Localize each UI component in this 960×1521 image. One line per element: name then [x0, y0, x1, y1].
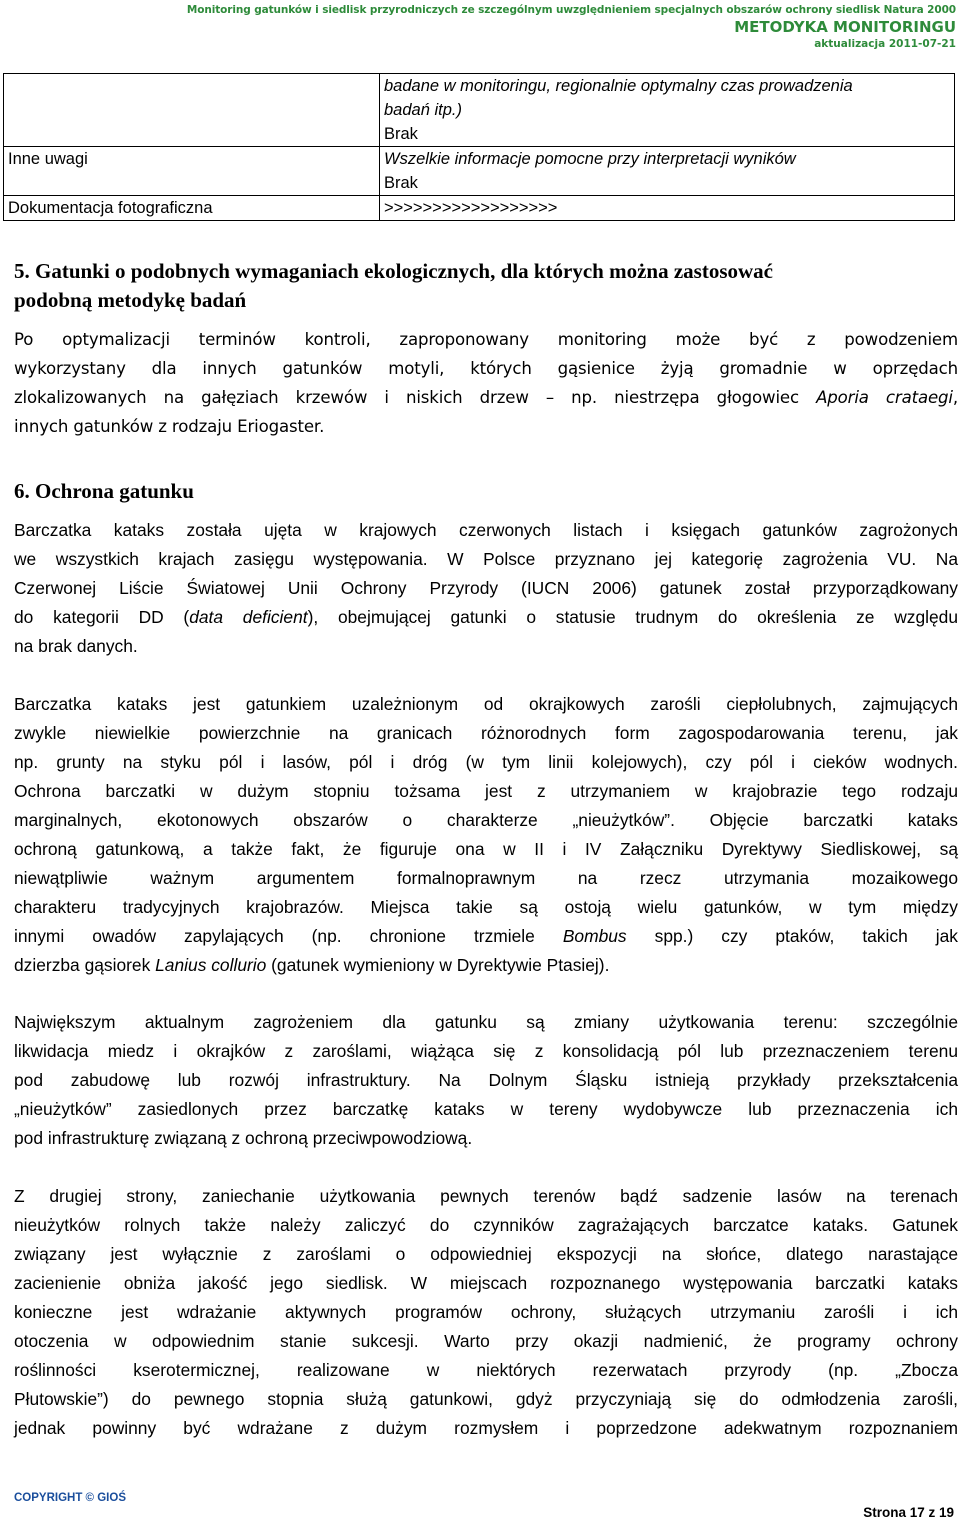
- copyright: COPYRIGHT © GIOŚ: [14, 1492, 126, 1504]
- text-line: np. grunty na styku pól i lasów, pól i dróg (w tym linii kolejowych), czy pól i cieków wodnych.: [14, 752, 958, 772]
- text-line: ochroną gatunkową, a także fakt, że figuruje ona w II i IV Załączniku Dyrektywy Siedliskowej, są: [14, 839, 958, 859]
- text-line: Z drugiej strony, zaniechanie użytkowania pewnych terenów bądź sadzenie lasów na terenach: [14, 1186, 958, 1206]
- text-line: Barczatka kataks została ujęta w krajowych czerwonych listach i księgach gatunków zagrożonych: [14, 520, 958, 540]
- table-text: Brak: [384, 125, 418, 143]
- text-line: pod zabudowę lub rozwój infrastruktury. Na Dolnym Śląsku istnieją przykłady przekształcenia: [14, 1070, 958, 1090]
- text-line: innych gatunków z rodzaju Eriogaster.: [14, 417, 325, 436]
- header-title: Monitoring gatunków i siedlisk przyrodniczych ze szczególnym uwzględnieniem specjalnych obszarów ochrony siedlisk Natura 2000: [186, 4, 956, 16]
- text-line: we wszystkich krajach zasięgu występowania. W Polsce przyznano jej kategorię zagrożenia VU. Na: [14, 549, 958, 569]
- table-row: [4, 196, 955, 221]
- section-5-paragraph: [14, 325, 958, 441]
- header-update-date: aktualizacja 2011-07-21: [814, 38, 956, 50]
- text-line: na brak danych.: [14, 636, 138, 656]
- text-line: [14, 951, 958, 980]
- table-row: [4, 147, 955, 196]
- heading-line: 5. Gatunki o podobnych wymaganiach ekologicznych, dla których można zastosować: [14, 259, 773, 283]
- section-6-paragraph-4: [14, 1182, 958, 1443]
- text-line: charakteru tradycyjnych krajobrazów. Miejsca takie są ostoją wielu gatunków, w tym między: [14, 897, 958, 917]
- table-cell-value: [380, 74, 955, 147]
- section-6-heading: 6. Ochrona gatunku: [14, 479, 194, 503]
- text-line: Barczatka kataks jest gatunkiem uzależnionym od okrajkowych zarośli ciepłolubnych, zajmujących: [14, 694, 958, 714]
- section-6-paragraph-1: [14, 516, 958, 661]
- section-6-paragraph-3: [14, 1008, 958, 1153]
- text-line: [14, 383, 958, 412]
- text-line: zwykle niewielkie powierzchnie na granicach różnorodnych form zagospodarowania terenu, jak: [14, 723, 958, 743]
- section-6-paragraph-2: [14, 690, 958, 980]
- text-line: otoczenia w odpowiednim stanie sukcesji. Warto przy okazji nadmienić, że programy ochrony: [14, 1331, 958, 1351]
- text-line: jednak powinny być wdrażane z dużym rozmysłem i poprzedzone adekwatnym rozpoznaniem: [14, 1418, 958, 1438]
- species-name: Bombus: [562, 926, 627, 946]
- section-5-heading: [14, 257, 954, 315]
- text-run: (gatunek wymieniony w Dyrektywie Ptasiej).: [266, 955, 610, 975]
- table-cell-label: Dokumentacja fotograficzna: [4, 196, 380, 221]
- text-line: Płutowskie”) do pewnego stopnia służą gatunkowi, gdyż przyczyniają się do odmłodzenia zarośli,: [14, 1389, 958, 1409]
- header-methodology: METODYKA MONITORINGU: [734, 18, 956, 36]
- table-text: badane w monitoringu, regionalnie optymalny czas prowadzenia: [384, 77, 853, 95]
- species-name: Lanius collurio: [155, 955, 267, 975]
- table-row: [4, 74, 955, 147]
- text-line: zacienienie obniża jakość jego siedlisk. W miejscach rozpoznanego występowania barczatki kataks: [14, 1273, 958, 1293]
- table-text: badań itp.): [384, 101, 462, 119]
- text-line: Po optymalizacji terminów kontroli, zaproponowany monitoring może być z powodzeniem: [14, 330, 958, 349]
- text-run: do kategorii DD (: [14, 607, 190, 627]
- text-line: Ochrona barczatki w dużym stopniu tożsama jest z utrzymaniem w krajobrazie tego rodzaju: [14, 781, 958, 801]
- text-run: dzierzba gąsiorek: [14, 955, 156, 975]
- text-line: wykorzystany dla innych gatunków motyli, których gąsienice żyją gromadnie w oprzędach: [14, 359, 958, 378]
- table-cell-label: Inne uwagi: [4, 147, 380, 196]
- text-line: Największym aktualnym zagrożeniem dla gatunku są zmiany użytkowania terenu: szczególnie: [14, 1012, 958, 1032]
- text-line: likwidacja miedz i okrajków z zaroślami, wiążąca się z konsolidacją pól lub przeznaczeniem terenu: [14, 1041, 958, 1061]
- text-line: nieużytków rolnych także należy zaliczyć do czynników zagrażających barczatce kataks. Gatunek: [14, 1215, 958, 1235]
- text-line: roślinności kserotermicznej, realizowane w niektórych rezerwatach przyrody (np. „Zbocza: [14, 1360, 958, 1380]
- text-run: ,: [952, 388, 958, 407]
- text-line: „nieużytków” zasiedlonych przez barczatkę kataks w tereny wydobywcze lub przeznaczenia ich: [14, 1099, 958, 1119]
- text-line: niewątpliwie ważnym argumentem formalnoprawnym na rzecz utrzymania mozaikowego: [14, 868, 958, 888]
- info-table: [3, 73, 955, 221]
- text-line: [14, 922, 958, 951]
- page-number: Strona 17 z 19: [863, 1505, 954, 1520]
- species-name: Aporia crataegi: [816, 388, 953, 407]
- table-cell-value: [380, 147, 955, 196]
- text-run: innymi owadów zapylających (np. chronione trzmiele: [14, 926, 563, 946]
- italic-term: data deficient: [189, 607, 308, 627]
- text-line: marginalnych, ekotonowych obszarów o charakterze „nieużytków”. Objęcie barczatki kataks: [14, 810, 958, 830]
- text-line: [14, 603, 958, 632]
- text-run: spp.) czy ptaków, takich jak: [626, 926, 958, 946]
- table-text: Brak: [384, 174, 418, 192]
- page-header: [187, 2, 956, 51]
- table-text: Wszelkie informacje pomocne przy interpretacji wyników: [384, 150, 796, 168]
- text-line: Czerwonej Liście Światowej Unii Ochrony Przyrody (IUCN 2006) gatunek został przyporządkowany: [14, 578, 958, 598]
- heading-line: podobną metodykę badań: [14, 288, 247, 312]
- text-line: związany jest wyłącznie z zaroślami o odpowiedniej ekspozycji na słońce, dlatego narastające: [14, 1244, 958, 1264]
- text-line: pod infrastrukturę związaną z ochroną przeciwpowodziową.: [14, 1128, 473, 1148]
- table-cell-label: [4, 74, 380, 147]
- table-cell-value: >>>>>>>>>>>>>>>>>>: [380, 196, 955, 221]
- text-run: ), obejmującej gatunki o statusie trudnym do określenia ze względu: [307, 607, 959, 627]
- text-line: konieczne jest wdrażanie aktywnych programów ochrony, służących utrzymaniu zarośli i ich: [14, 1302, 958, 1322]
- text-run: zlokalizowanych na gałęziach krzewów i niskich drzew – np. niestrzępa głogowiec: [14, 388, 817, 407]
